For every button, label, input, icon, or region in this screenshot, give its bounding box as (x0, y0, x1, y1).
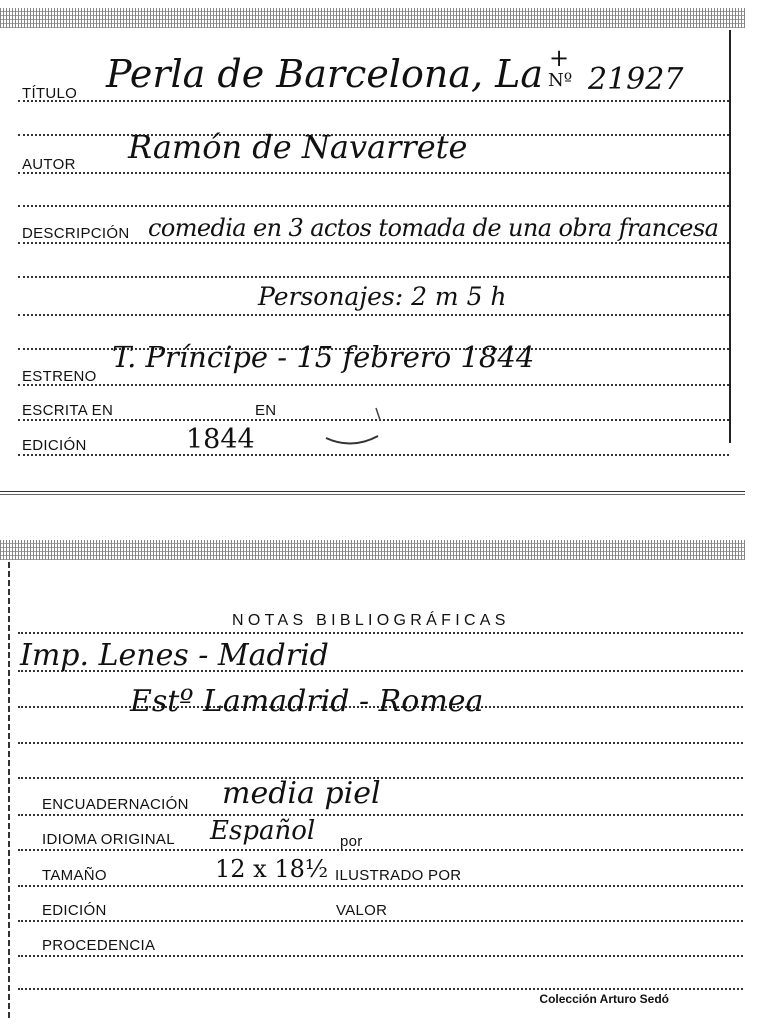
titulo-label: TÍTULO (22, 85, 78, 102)
nota-imprenta: Imp. Lenes - Madrid (20, 638, 329, 673)
encuadernacion-value: media piel (222, 776, 381, 811)
escrita-en-label: ESCRITA EN (22, 402, 114, 419)
card-border (729, 30, 731, 443)
ruled-line (18, 100, 729, 102)
procedencia-label: PROCEDENCIA (42, 937, 156, 954)
ruled-line (18, 955, 743, 957)
tamano-label: TAMAÑO (42, 867, 107, 884)
collection-credit: Colección Arturo Sedó (539, 992, 669, 1006)
nota-estreno: Estº Lamadrid - Romea (130, 684, 484, 719)
autor-value: Ramón de Navarrete (128, 128, 468, 166)
titulo-value: Perla de Barcelona, La (106, 52, 544, 96)
descripcion-value: comedia en 3 actos tomada de una obra francesa (148, 214, 719, 242)
tamano-value: 12 x 18½ (215, 855, 329, 883)
autor-label: AUTOR (22, 156, 76, 173)
ruled-line (18, 454, 729, 456)
card-border (8, 560, 10, 1018)
cross-mark: + (549, 44, 570, 72)
ruled-line (18, 988, 743, 990)
ruled-line (18, 742, 743, 744)
catalog-card-top (0, 0, 745, 493)
ruled-line (18, 205, 729, 207)
encuadernacion-label: ENCUADERNACIÓN (42, 796, 189, 813)
edicion-value: 1844 (186, 424, 255, 455)
ruled-line (18, 314, 729, 316)
card-bottom-edge (0, 491, 745, 492)
ruled-line (18, 384, 729, 386)
card-bottom-edge (0, 494, 745, 495)
ruled-line (18, 885, 743, 887)
numero-prefix: Nº (548, 70, 573, 91)
ruled-line (18, 276, 729, 278)
estreno-value: T. Príncipe - 15 febrero 1844 (112, 340, 535, 374)
personajes-value: Personajes: 2 m 5 h (258, 282, 507, 311)
stain-mark (322, 400, 382, 450)
descripcion-label: DESCRIPCIÓN (22, 225, 130, 242)
edicion-label-bottom: EDICIÓN (42, 902, 107, 919)
ruled-line (18, 242, 729, 244)
ruled-line (18, 172, 729, 174)
valor-label: VALOR (336, 902, 388, 919)
notas-bibliograficas-heading: NOTAS BIBLIOGRÁFICAS (232, 612, 510, 629)
por-label: por (340, 833, 363, 850)
ruled-line (18, 814, 743, 816)
en-label: EN (255, 402, 277, 419)
edicion-label: EDICIÓN (22, 437, 87, 454)
idioma-original-label: IDIOMA ORIGINAL (42, 831, 175, 848)
ruled-line (18, 632, 743, 634)
ilustrado-por-label: ILUSTRADO POR (335, 867, 462, 884)
card-edge-texture (0, 540, 745, 560)
idioma-original-value: Español (210, 816, 316, 846)
estreno-label: ESTRENO (22, 368, 97, 385)
numero-value: 21927 (588, 62, 684, 97)
card-edge-texture (0, 8, 745, 28)
ruled-line (18, 920, 743, 922)
ruled-line (18, 849, 743, 851)
